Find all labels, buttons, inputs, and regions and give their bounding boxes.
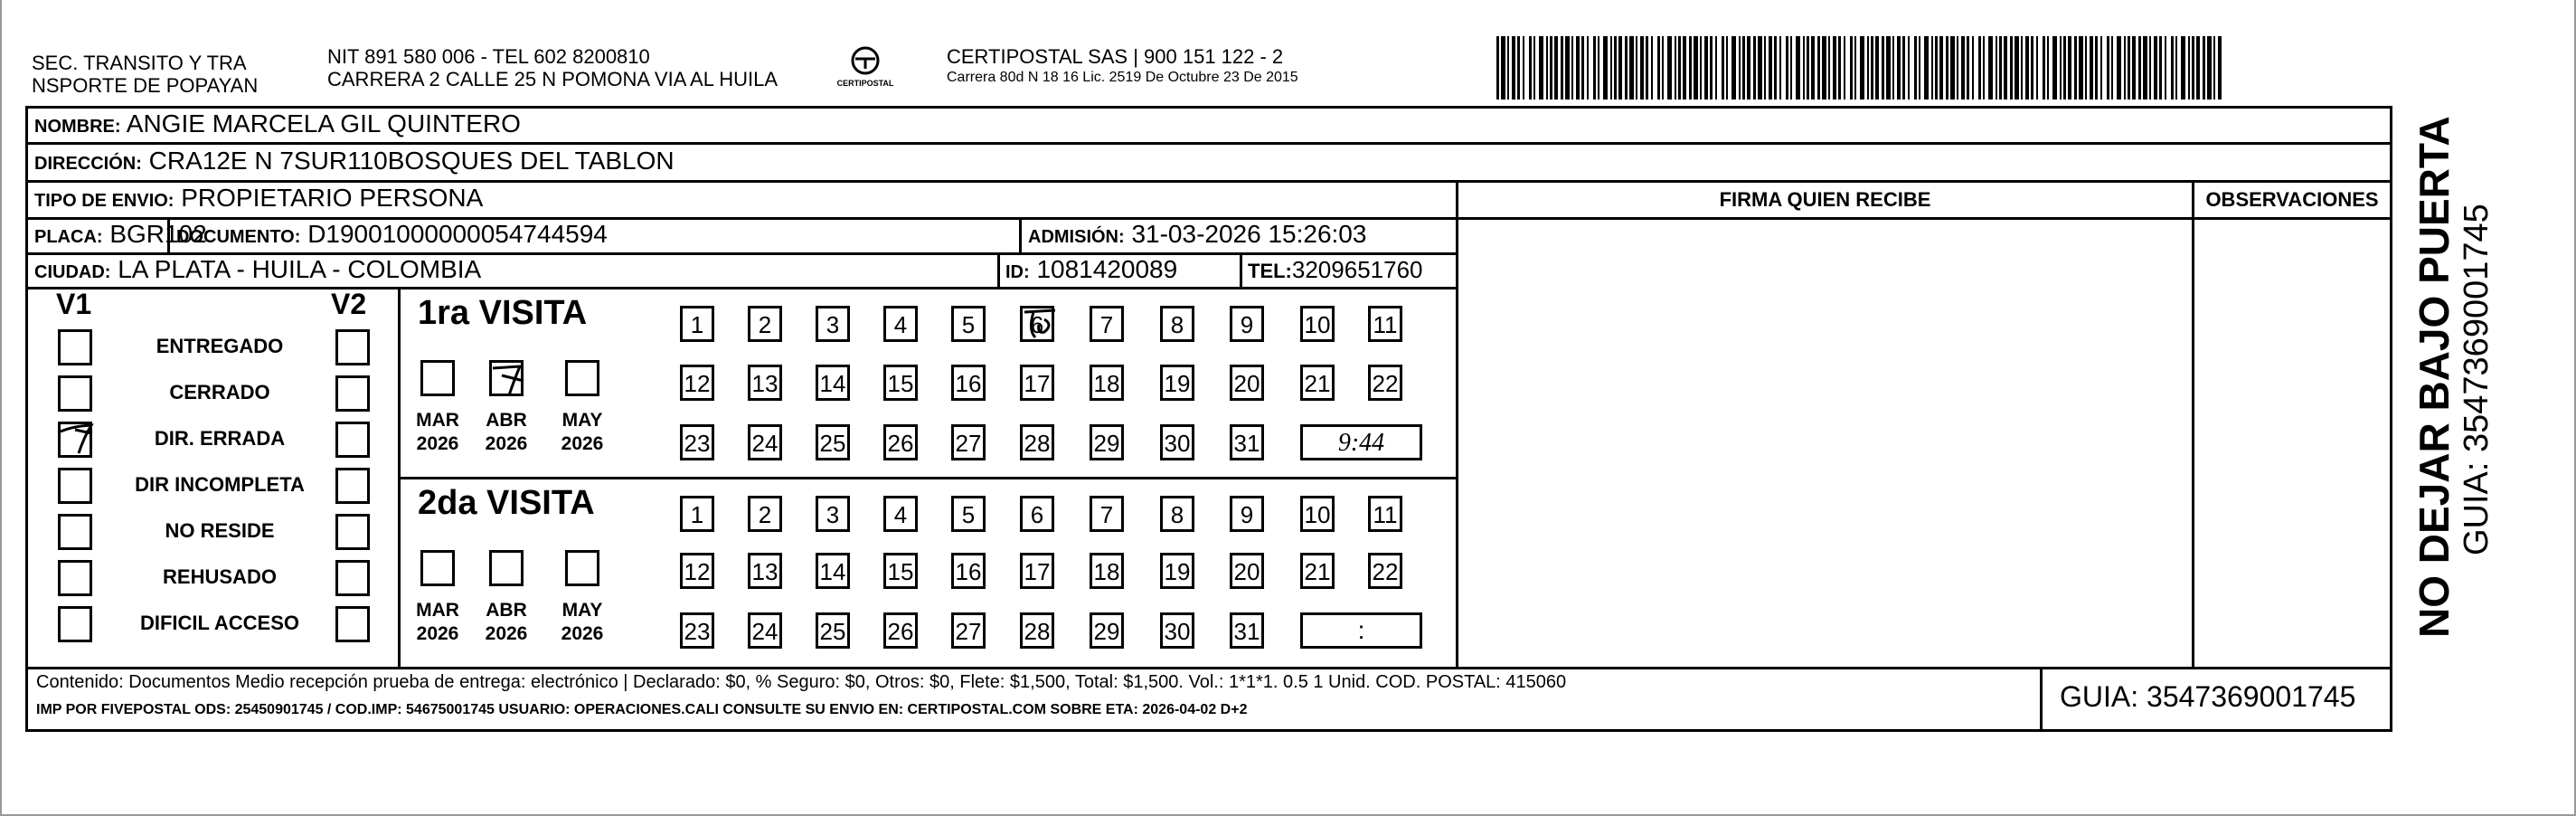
second-visit-day-13[interactable]: 13 <box>748 553 782 589</box>
v2-checkbox-rehusado[interactable] <box>335 560 370 596</box>
v1-checkbox-no-reside[interactable] <box>58 514 92 550</box>
second-visit-day-4[interactable]: 4 <box>883 496 918 532</box>
v1-checkbox-dificil-acceso[interactable] <box>58 606 92 642</box>
placa-label: PLACA: <box>34 227 103 247</box>
first-visit-day-23[interactable]: 23 <box>680 424 714 460</box>
second-visit-day-10[interactable]: 10 <box>1300 496 1335 532</box>
direccion-row <box>34 147 675 177</box>
second-visit-month-mar: MAR 2026 <box>416 600 459 644</box>
reason-dir-incompleta: DIR INCOMPLETA <box>135 473 305 496</box>
footer-guia: GUIA: 3547369001745 <box>2060 680 2356 713</box>
second-visit-month-mar-checkbox[interactable] <box>420 550 455 586</box>
second-visit-day-25[interactable]: 25 <box>816 612 850 649</box>
tel-cell <box>1248 256 1423 285</box>
nombre-value: ANGIE MARCELA GIL QUINTERO <box>126 109 521 138</box>
second-visit-month-may: MAY 2026 <box>561 600 604 644</box>
tipo-envio-row <box>34 185 483 214</box>
first-visit-day-2[interactable]: 2 <box>748 306 782 342</box>
v1-checkbox-entregado[interactable] <box>58 329 92 365</box>
id-label: ID: <box>1005 262 1030 282</box>
barcode <box>1496 36 2224 100</box>
second-visit-day-3[interactable]: 3 <box>816 496 850 532</box>
direccion-label: DIRECCIÓN: <box>34 154 142 174</box>
first-visit-day-4[interactable]: 4 <box>883 306 918 342</box>
second-visit-day-22[interactable]: 22 <box>1368 553 1402 589</box>
second-visit-day-17[interactable]: 17 <box>1020 553 1054 589</box>
v1-checkbox-rehusado[interactable] <box>58 560 92 596</box>
reason-dir-errada: DIR. ERRADA <box>154 427 286 450</box>
second-visit-day-29[interactable]: 29 <box>1090 612 1124 649</box>
v2-checkbox-dir-incompleta[interactable] <box>335 468 370 504</box>
first-visit-day-1[interactable]: 1 <box>680 306 714 342</box>
first-visit-day-15[interactable]: 15 <box>883 365 918 401</box>
second-visit-day-11[interactable]: 11 <box>1368 496 1402 532</box>
admision-label: ADMISIÓN: <box>1028 227 1125 247</box>
first-visit-day-17[interactable]: 17 <box>1020 365 1054 401</box>
second-visit-day-6[interactable]: 6 <box>1020 496 1054 532</box>
courier-info <box>947 45 1298 88</box>
certipostal-logo <box>834 45 897 104</box>
first-visit-day-9[interactable]: 9 <box>1230 306 1264 342</box>
admision-cell <box>1028 221 1366 251</box>
v1-checkbox-dir-errada[interactable] <box>58 422 92 458</box>
handwritten-check-icon <box>55 417 97 457</box>
first-visit-day-16[interactable]: 16 <box>951 365 986 401</box>
second-visit-day-2[interactable]: 2 <box>748 496 782 532</box>
admision-value: 31-03-2026 15:26:03 <box>1131 220 1367 248</box>
second-visit-day-28[interactable]: 28 <box>1020 612 1054 649</box>
first-visit-day-11[interactable]: 11 <box>1368 306 1402 342</box>
second-visit-day-9[interactable]: 9 <box>1230 496 1264 532</box>
second-visit-day-24[interactable]: 24 <box>748 612 782 649</box>
v1-checkbox-cerrado[interactable] <box>58 375 92 412</box>
second-visit-day-21[interactable]: 21 <box>1300 553 1335 589</box>
org-line-1: SEC. TRANSITO Y TRA <box>32 52 247 74</box>
ciudad-cell <box>34 256 481 286</box>
second-visit-day-8[interactable]: 8 <box>1160 496 1194 532</box>
second-visit-day-19[interactable]: 19 <box>1160 553 1194 589</box>
handwritten-mark-icon <box>1017 303 1062 345</box>
second-visit-day-18[interactable]: 18 <box>1090 553 1124 589</box>
tipo-envio-value: PROPIETARIO PERSONA <box>181 184 484 212</box>
first-visit-day-3[interactable]: 3 <box>816 306 850 342</box>
first-visit-day-12[interactable]: 12 <box>680 365 714 401</box>
first-visit-month-abr: ABR 2026 <box>485 410 528 454</box>
firma-header: FIRMA QUIEN RECIBE <box>1719 188 1931 211</box>
org-name <box>32 52 258 97</box>
second-visit-month-abr-checkbox[interactable] <box>489 550 524 586</box>
second-visit-time-value: : <box>1357 616 1365 644</box>
second-visit-month-abr: ABR 2026 <box>485 600 528 644</box>
first-visit-day-25[interactable]: 25 <box>816 424 850 460</box>
v2-label: V2 <box>331 288 367 320</box>
first-visit-title: 1ra VISITA <box>418 294 588 332</box>
first-visit-day-8[interactable]: 8 <box>1160 306 1194 342</box>
id-cell <box>1005 256 1177 286</box>
org-line-2: NSPORTE DE POPAYAN <box>32 74 259 97</box>
first-visit-day-7[interactable]: 7 <box>1090 306 1124 342</box>
first-visit-day-29[interactable]: 29 <box>1090 424 1124 460</box>
second-visit-day-26[interactable]: 26 <box>883 612 918 649</box>
second-visit-day-7[interactable]: 7 <box>1090 496 1124 532</box>
first-visit-month-mar: MAR 2026 <box>416 410 459 454</box>
v2-checkbox-entregado[interactable] <box>335 329 370 365</box>
first-visit-day-5[interactable]: 5 <box>951 306 986 342</box>
footer-print-info: IMP POR FIVEPOSTAL ODS: 25450901745 / COD.IMP: 54675001745 USUARIO: OPERACIONES.CALI CONSULTE SU ENVIO EN: CERTIPOSTAL.COM SOBRE ETA: 2026-04-02 D+2 <box>36 702 1248 717</box>
id-value: 1081420089 <box>1036 255 1178 283</box>
v1-label: V1 <box>56 288 92 320</box>
first-visit-day-27[interactable]: 27 <box>951 424 986 460</box>
first-visit-time-value: 9:44 <box>1337 429 1385 457</box>
v2-checkbox-dificil-acceso[interactable] <box>335 606 370 642</box>
v2-checkbox-cerrado[interactable] <box>335 375 370 412</box>
direccion-value: CRA12E N 7SUR110BOSQUES DEL TABLON <box>148 147 675 175</box>
handwritten-check-icon <box>487 356 531 397</box>
placa-value: BGR102 <box>109 220 207 248</box>
v1-checkbox-dir-incompleta[interactable] <box>58 468 92 504</box>
second-visit-day-16[interactable]: 16 <box>951 553 986 589</box>
observaciones-header: OBSERVACIONES <box>2205 188 2379 211</box>
second-visit-time[interactable] <box>1300 612 1422 649</box>
reason-rehusado: REHUSADO <box>163 565 277 588</box>
second-visit-day-5[interactable]: 5 <box>951 496 986 532</box>
reason-dificil-acceso: DIFICIL ACCESO <box>139 612 299 634</box>
first-visit-day-21[interactable]: 21 <box>1300 365 1335 401</box>
tel-value: 3209651760 <box>1291 256 1423 283</box>
first-visit-month-abr-checkbox[interactable] <box>489 360 524 396</box>
first-visit-month-may-checkbox[interactable] <box>565 360 599 396</box>
second-visit-day-14[interactable]: 14 <box>816 553 850 589</box>
sender-address-line-2: CARRERA 2 CALLE 25 N POMONA VIA AL HUILA <box>327 68 778 90</box>
v2-checkbox-no-reside[interactable] <box>335 514 370 550</box>
nombre-label: NOMBRE: <box>34 117 121 137</box>
nombre-row <box>34 110 521 140</box>
ciudad-value: LA PLATA - HUILA - COLOMBIA <box>118 255 482 283</box>
second-visit-day-20[interactable]: 20 <box>1230 553 1264 589</box>
first-visit-time[interactable] <box>1300 424 1422 460</box>
first-visit-day-18[interactable]: 18 <box>1090 365 1124 401</box>
first-visit-day-31[interactable]: 31 <box>1230 424 1264 460</box>
first-visit-month-mar-checkbox[interactable] <box>420 360 455 396</box>
first-visit-day-22[interactable]: 22 <box>1368 365 1402 401</box>
certipostal-logo-icon <box>834 45 897 100</box>
first-visit-day-10[interactable]: 10 <box>1300 306 1335 342</box>
side-guia: GUIA: 3547369001745 <box>2458 204 2496 555</box>
second-visit-title: 2da VISITA <box>418 484 595 522</box>
first-visit-day-30[interactable]: 30 <box>1160 424 1194 460</box>
first-visit-month-may: MAY 2026 <box>561 410 604 454</box>
courier-line-1: CERTIPOSTAL SAS | 900 151 122 - 2 <box>947 45 1284 68</box>
reason-cerrado: CERRADO <box>169 381 270 403</box>
first-visit-day-13[interactable]: 13 <box>748 365 782 401</box>
second-visit-day-23[interactable]: 23 <box>680 612 714 649</box>
logo-text: CERTIPOSTAL <box>836 79 894 88</box>
first-visit-day-28[interactable]: 28 <box>1020 424 1054 460</box>
second-visit-day-15[interactable]: 15 <box>883 553 918 589</box>
tel-label: TEL: <box>1248 260 1292 282</box>
documento-label: DOCUMENTO: <box>176 227 301 247</box>
tipo-envio-label: TIPO DE ENVIO: <box>34 191 175 211</box>
first-visit-day-20[interactable]: 20 <box>1230 365 1264 401</box>
second-visit-month-may-checkbox[interactable] <box>565 550 599 586</box>
ciudad-label: CIUDAD: <box>34 262 111 282</box>
second-visit-day-12[interactable]: 12 <box>680 553 714 589</box>
side-notice: NO DEJAR BAJO PUERTA <box>2411 116 2458 638</box>
first-visit-day-6[interactable]: 6 <box>1020 306 1054 342</box>
first-visit-day-24[interactable]: 24 <box>748 424 782 460</box>
first-visit-day-14[interactable]: 14 <box>816 365 850 401</box>
second-visit-day-27[interactable]: 27 <box>951 612 986 649</box>
sender-address <box>327 45 778 90</box>
documento-value: D19001000000054744594 <box>307 220 608 248</box>
courier-line-2: Carrera 80d N 18 16 Lic. 2519 De Octubre 23 De 2015 <box>947 70 1298 85</box>
documento-cell <box>176 221 608 251</box>
second-visit-day-30[interactable]: 30 <box>1160 612 1194 649</box>
reason-entregado: ENTREGADO <box>156 335 284 357</box>
first-visit-day-26[interactable]: 26 <box>883 424 918 460</box>
second-visit-day-31[interactable]: 31 <box>1230 612 1264 649</box>
footer-content-line: Contenido: Documentos Medio recepción prueba de entrega: electrónico | Declarado: $0, % Seguro: $0, Otros: $0, Flete: $1,500, Total: $1,500. Vol.: 1*1*1. 0.5 1 Unid. COD. POSTAL: 415060 <box>36 672 1567 692</box>
first-visit-day-19[interactable]: 19 <box>1160 365 1194 401</box>
v2-checkbox-dir-errada[interactable] <box>335 422 370 458</box>
second-visit-day-1[interactable]: 1 <box>680 496 714 532</box>
sender-address-line-1: NIT 891 580 006 - TEL 602 8200810 <box>327 45 650 68</box>
reason-no-reside: NO RESIDE <box>165 519 275 542</box>
